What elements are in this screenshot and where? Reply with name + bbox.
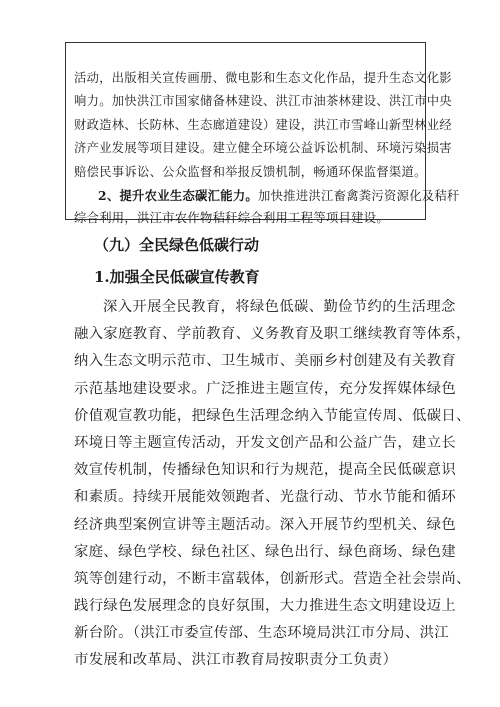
body-line: 经济典型案例宣讲等主题活动。深入开展节约型机关、绿色 — [74, 516, 457, 533]
body-line: 效宣传机制，传播绿色知识和行为规范，提高全民低碳意识 — [74, 462, 457, 479]
body-line: 示范基地建设要求。广泛推进主题宣传，充分发挥媒体绿色 — [74, 380, 457, 397]
boxed-text-frame — [65, 42, 460, 226]
boxed-line: 财政造林、长防林、生态廊道建设）建设，洪江市雪峰山新型林业经 — [74, 117, 452, 132]
body-line: 家庭、绿色学校、绿色社区、绿色出行、绿色商场、绿色建 — [74, 543, 457, 560]
section-heading: （九）全民绿色低碳行动 — [94, 236, 260, 254]
sub-heading: 1.加强全民低碳宣传教育 — [94, 268, 260, 286]
body-line: 纳入生态文明示范市、卫生城市、美丽乡村创建及有关教育 — [74, 353, 457, 370]
boxed-line: 活动，出版相关宣传画册、微电影和生态文化作品，提升生态文化影 — [74, 71, 452, 85]
body-line: 和素质。持续开展能效领跑者、光盘行动、节水节能和循环 — [74, 489, 457, 506]
boxed-item-2-heading: 2、提升农业生态碳汇能力。 — [98, 187, 259, 203]
boxed-line: 综合利用，洪江市农作物秸秆综合利用工程等项目建设。 — [74, 211, 389, 226]
body-line: 环境日等主题宣传活动，开发文创产品和公益广告，建立长 — [74, 434, 457, 451]
body-line: 融入家庭教育、学前教育、义务教育及职工继续教育等体系， — [74, 326, 471, 343]
body-line: 市发展和改革局、洪江市教育局按职责分工负责） — [74, 652, 398, 669]
body-line: 践行绿色发展理念的良好氛围，大力推进生态文明建设迈上 — [74, 598, 457, 615]
body-line: 价值观宣教功能，把绿色生活理念纳入节能宣传周、低碳日、 — [74, 407, 471, 424]
boxed-item-2-text: 加快推进洪江畜禽粪污资源化及秸秆 — [258, 188, 460, 203]
boxed-line: 响力。加快洪江市国家储备林建设、洪江市油茶林建设、洪江市中央 — [74, 94, 452, 109]
body-paragraph — [74, 294, 471, 675]
boxed-line: 济产业发展等项目建设。建立健全环境公益诉讼机制、环境污染损害 — [74, 141, 452, 156]
boxed-item-2-line — [74, 184, 460, 207]
body-line: 新台阶。（洪江市委宣传部、生态环境局洪江市分局、洪江 — [74, 625, 449, 642]
boxed-line: 赔偿民事诉讼、公众监督和举报反馈机制，畅通环保监督渠道。 — [74, 164, 427, 179]
body-line: 筑等创建行动，不断丰富载体，创新形式。营造全社会崇尚、 — [74, 570, 471, 587]
body-line: 深入开展全民教育，将绿色低碳、勤俭节约的生活理念 — [103, 299, 456, 315]
